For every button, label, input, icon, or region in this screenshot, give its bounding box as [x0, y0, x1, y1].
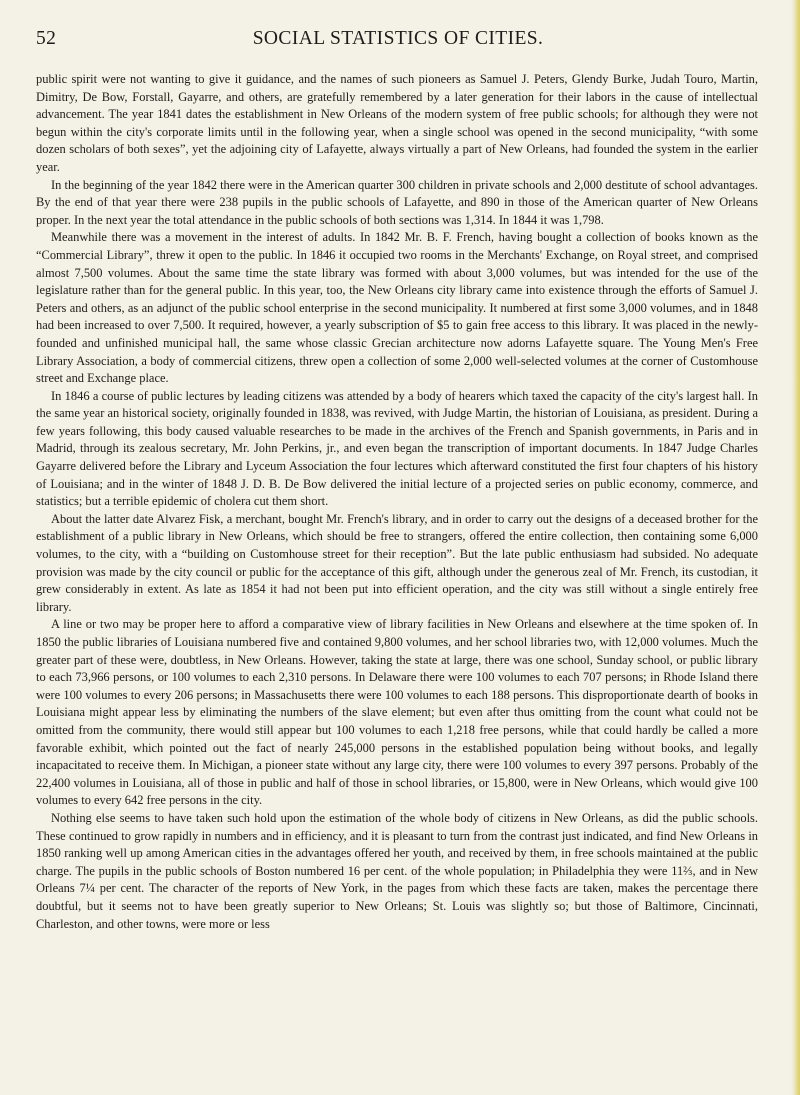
body-text	[36, 71, 758, 933]
paragraph-3: Meanwhile there was a movement in the interest of adults. In 1842 Mr. B. F. French, having bought a collection of books known as the “Commercial Library”, threw it open to the public. In 1846 it occupied two rooms in the Merchants' Exchange, on Royal street, and comprised almost 7,500 volumes. About the same time the state library was formed with about 3,000 volumes, but was intended for the use of the legislature rather than for the general public. In this year, too, the New Orleans city library came into existence through the efforts of Samuel J. Peters and others, as an adjunct of the public school enterprise in the second municipality. It numbered at first some 3,000 volumes, and in 1848 had been increased to over 7,500. It required, however, a yearly subscription of $5 to gain free access to this library. It was placed in the newly-founded and unfinished municipal hall, the same whose classic Grecian architecture now adorns Lafayette square. The Young Men's Free Library Association, a body of commercial citizens, threw open a collection of some 2,000 well-selected volumes at the corner of Customhouse street and Exchange place.	[36, 230, 758, 386]
paragraph-1: public spirit were not wanting to give it guidance, and the names of such pioneers as Samuel J. Peters, Glendy Burke, Judah Touro, Martin, Dimitry, De Bow, Forstall, Gayarre, and others, are gratefully remembered by a later generation for their labors in the cause of intellectual advancement. The year 1841 dates the establishment in New Orleans of the modern system of free public schools; for although they were not begun within the city's corporate limits until in the following year, when a single school was opened in the second municipality, “with some dozen scholars of both sexes”, yet the adjoining city of Lafayette, always virtually a part of New Orleans, had founded the system in the earlier year.	[36, 72, 758, 174]
paragraph-5: About the latter date Alvarez Fisk, a merchant, bought Mr. French's library, and in order to carry out the designs of a deceased brother for the establishment of a public library in New Orleans, which should be free to strangers, offered the entire collection, then containing some 6,000 volumes, to the city, with a “building on Customhouse street for their reception”. But the late public enthusiasm had subsided. No adequate provision was made by the city council or public for the acceptance of this gift, although under the generous zeal of Mr. French, its custodian, it grew considerably in extent. As late as 1854 it had not been put into efficient operation, and the city was still without a single entirely free library.	[36, 511, 758, 614]
page-edge-strip	[791, 0, 800, 1095]
paragraph-2: In the beginning of the year 1842 there were in the American quarter 300 children in private schools and 2,000 destitute of school advantages. By the end of that year there were 238 pupils in the public schools of Lafayette, and 890 in those of the American quarter of New Orleans proper. In the next year the total attendance in the public schools of both sections was 1,314. In 1844 it was 1,798.	[36, 177, 758, 227]
page-number: 52	[36, 28, 57, 49]
page-header	[36, 28, 760, 54]
paragraph-4: In 1846 a course of public lectures by leading citizens was attended by a body of hearers which taxed the capacity of the city's largest hall. In the same year an historical society, originally founded in 1838, was revived, with Judge Martin, the historian of Louisiana, as president. During a few years following, this body caused valuable researches to be made in the archives of the French and Spanish governments, in Paris and in Madrid, through its zealous secretary, Mr. John Perkins, jr., and even began the transcription of important documents. In 1847 Judge Charles Gayarre delivered before the Library and Lyceum Association the four lectures which afterward constituted the first four chapters of his history of Louisiana; and in the winter of 1848 J. D. B. De Bow delivered the initial lecture of a projected series on public economy, commerce, and statistics; but a terrible epidemic of cholera cut them short.	[36, 388, 758, 509]
paragraph-7: Nothing else seems to have taken such hold upon the estimation of the whole body of citizens in New Orleans, as did the public schools. These continued to grow rapidly in numbers and in efficiency, and it is pleasant to turn from the contrast just indicated, and find New Orleans in 1850 ranking well up among American cities in the advantages offered her youth, and received by them, in free schools maintained at the public charge. The pupils in the public schools of Boston numbered 16 per cent. of the whole population; in Philadelphia they were 11⅔, and in New Orleans 7¼ per cent. The character of the reports of New York, in the pages from which these facts are taken, makes the percentage there doubtful, but it seems not to have been greatly superior to New Orleans; St. Louis was slightly so; but those of Baltimore, Cincinnati, Charleston, and other towns, were more or less	[36, 810, 758, 931]
running-title: SOCIAL STATISTICS OF CITIES.	[252, 28, 544, 49]
paragraph-6: A line or two may be proper here to afford a comparative view of library facilities in New Orleans and elsewhere at the time spoken of. In 1850 the public libraries of Louisiana numbered five and contained 9,800 volumes, and her school libraries two, with 12,000 volumes. Much the greater part of these were, doubtless, in New Orleans. However, taking the state at large, there was one school, Sunday school, or public library to each 73,966 persons, or 100 volumes to each 2,310 persons. In Delaware there were 100 volumes to each 707 persons; in Rhode Island there were 100 volumes to every 206 persons; in Massachusetts there were 100 volumes to each 188 persons. This disproportionate dearth of books in Louisiana might appear less by eliminating the numbers of the slave element; but even after thus omitting from the count what could not be omitted from the community, there would still appear but 100 volumes to each 1,218 free persons, while that could hardly be called a more favorable exhibit, which pointed out the fact of nearly 245,000 persons in the established population being without books, and legally incapacitated to receive them. In Michigan, a pioneer state without any large city, there were 100 volumes to every 397 persons. Probably of the 22,400 volumes in Louisiana, all of those in public and half of those in school libraries, or 15,800, were in New Orleans, which would give 100 volumes to every 642 free persons in the city.	[36, 617, 758, 808]
